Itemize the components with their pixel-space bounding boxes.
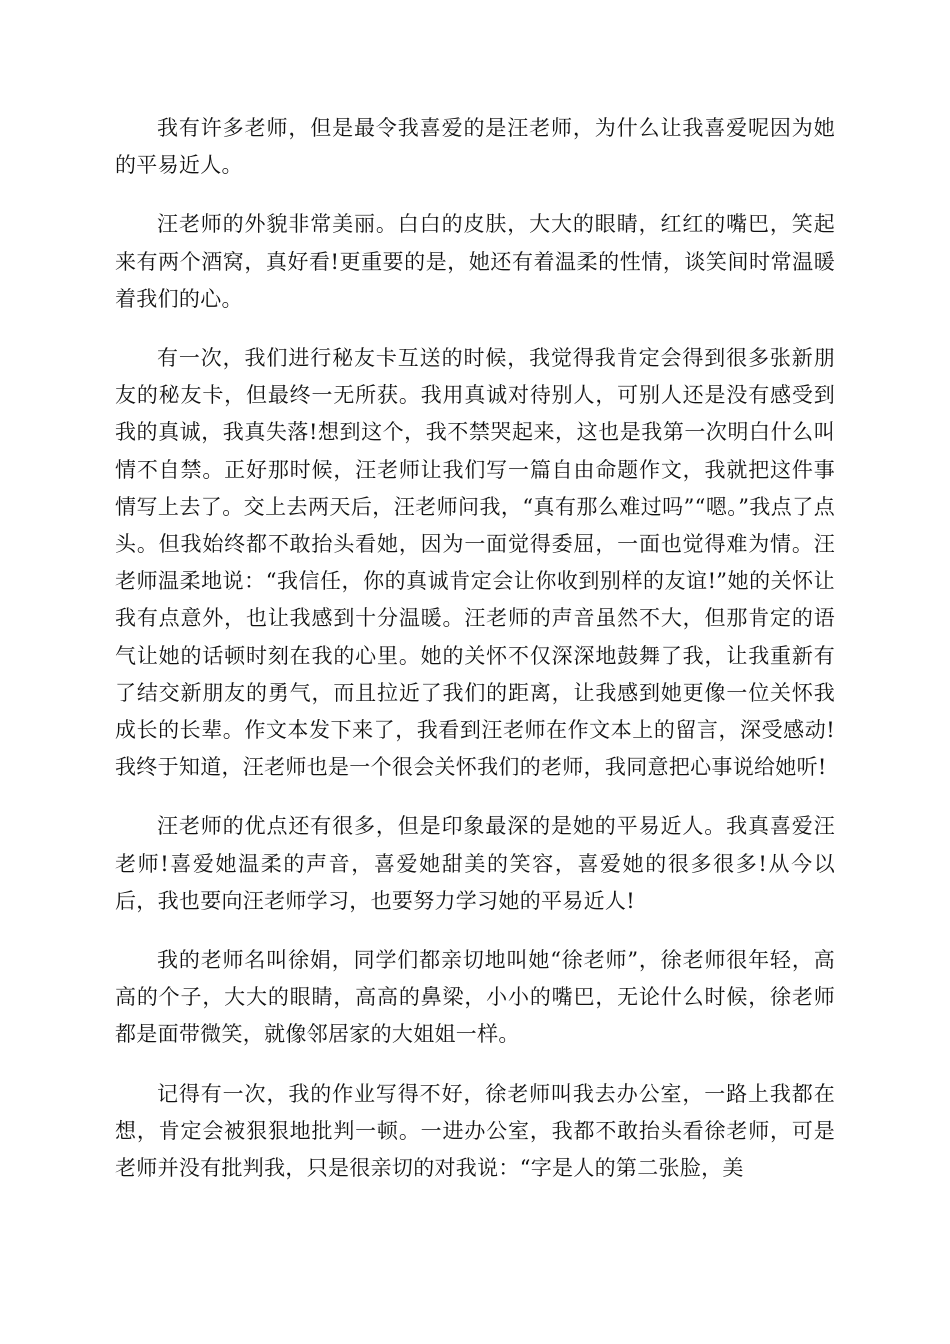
paragraph-1: 我有许多老师，但是最令我喜爱的是汪老师，为什么让我喜爱呢因为她的平易近人。 bbox=[115, 116, 835, 178]
paragraph-5: 我的老师名叫徐娟，同学们都亲切地叫她“徐老师”，徐老师很年轻，高高的个子，大大的眼睛，高高的鼻梁，小小的嘴巴，无论什么时候，徐老师都是面带微笑，就像邻居家的大姐姐一样。 bbox=[115, 948, 835, 1047]
document-body bbox=[115, 110, 835, 1209]
paragraph-2: 汪老师的外貌非常美丽。白白的皮肤，大大的眼睛，红红的嘴巴，笑起来有两个酒窝，真好看!更重要的是，她还有着温柔的性情，谈笑间时常温暖着我们的心。 bbox=[115, 212, 835, 311]
paragraph-3: 有一次，我们进行秘友卡互送的时候，我觉得我肯定会得到很多张新朋友的秘友卡，但最终一无所获。我用真诚对待别人，可别人还是没有感受到我的真诚，我真失落!想到这个，我不禁哭起来，这也是我第一次明白什么叫情不自禁。正好那时候，汪老师让我们写一篇自由命题作文，我就把这件事情写上去了。交上去两天后，汪老师问我，“真有那么难过吗”“嗯。”我点了点头。但我始终都不敢抬头看她，因为一面觉得委屈，一面也觉得难为情。汪老师温柔地说：“我信任，你的真诚肯定会让你收到别样的友谊!”她的关怀让我有点意外，也让我感到十分温暖。汪老师的声音虽然不大，但那肯定的语气让她的话顿时刻在我的心里。她的关怀不仅深深地鼓舞了我，让我重新有了结交新朋友的勇气，而且拉近了我们的距离，让我感到她更像一位关怀我成长的长辈。作文本发下来了，我看到汪老师在作文本上的留言，深受感动!我终于知道，汪老师也是一个很会关怀我们的老师，我同意把心事说给她听! bbox=[115, 346, 835, 780]
paragraph-4: 汪老师的优点还有很多，但是印象最深的是她的平易近人。我真喜爱汪老师!喜爱她温柔的声音，喜爱她甜美的笑容，喜爱她的很多很多!从今以后，我也要向汪老师学习，也要努力学习她的平易近人! bbox=[115, 814, 835, 913]
paragraph-6: 记得有一次，我的作业写得不好，徐老师叫我去办公室，一路上我都在想，肯定会被狠狠地批判一顿。一进办公室，我都不敢抬头看徐老师，可是老师并没有批判我，只是很亲切的对我说：“字是人的第二张脸，美 bbox=[115, 1081, 835, 1181]
